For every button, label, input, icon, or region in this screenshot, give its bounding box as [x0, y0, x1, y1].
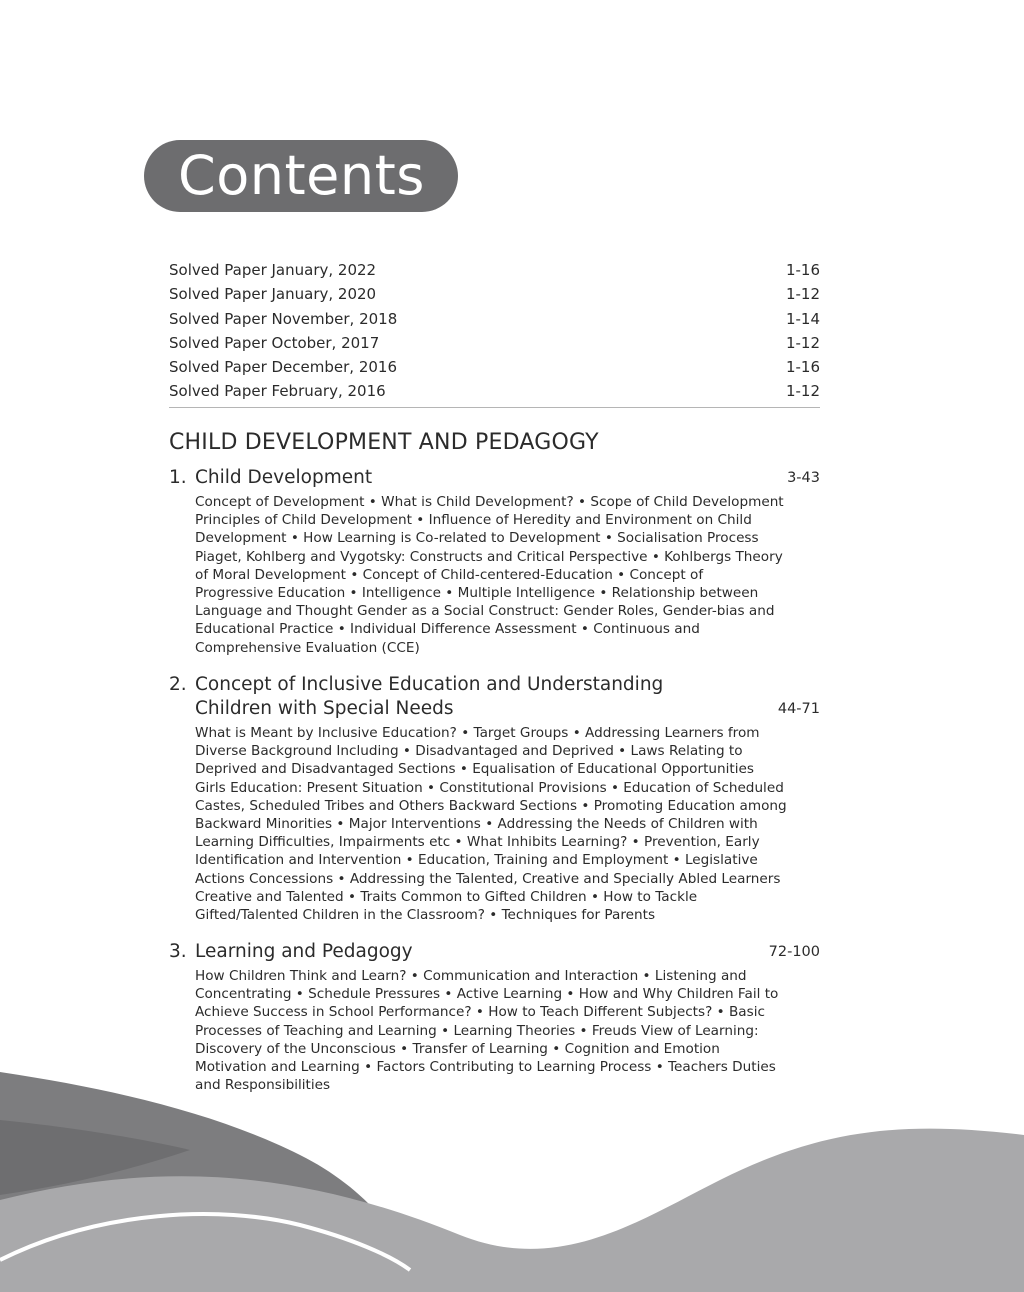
topic-line: Educational Practice • Individual Difference Assessment • Continuous and — [195, 621, 700, 638]
chapter-title-line: Children with Special Needs — [195, 698, 454, 719]
topic-line: Actions Concessions • Addressing the Talented, Creative and Specially Abled Learners — [195, 870, 781, 887]
topic-line: Creative and Talented • Traits Common to Gifted Children • How to Tackle — [195, 888, 698, 905]
chapter-pages: 44-71 — [777, 701, 820, 717]
chapter-title-line: Concept of Inclusive Education and Understanding — [195, 674, 664, 695]
paper-pages: 1-12 — [785, 382, 820, 401]
chapter-number: 3. — [169, 941, 187, 962]
chapter-pages: 3-43 — [787, 470, 820, 486]
topic-line: Learning Difficulties, Impairments etc • What Inhibits Learning? • Prevention, Early — [195, 834, 760, 851]
list-item[interactable] — [169, 282, 820, 306]
topic-line: of Moral Development • Concept of Child-centered-Education • Concept of — [195, 566, 704, 583]
topic-line: Achieve Success in School Performance? • How to Teach Different Subjects? • Basic — [195, 1004, 765, 1021]
paper-title: Solved Paper February, 2016 — [169, 382, 386, 401]
list-item[interactable] — [169, 379, 820, 403]
section-heading: CHILD DEVELOPMENT AND PEDAGOGY — [169, 430, 599, 455]
topic-line: Processes of Teaching and Learning • Learning Theories • Freuds View of Learning: — [195, 1022, 759, 1039]
chapter-title-line: Child Development — [195, 467, 373, 488]
topic-line: What is Meant by Inclusive Education? • Target Groups • Addressing Learners from — [195, 725, 760, 741]
paper-pages: 1-16 — [785, 358, 820, 377]
topic-line: Deprived and Disadvantaged Sections • Equalisation of Educational Opportunities — [195, 761, 754, 778]
decorative-wave — [0, 1060, 1024, 1292]
topic-line: Piaget, Kohlberg and Vygotsky: Constructs and Critical Perspective • Kohlbergs Theory — [195, 548, 783, 565]
topic-line: Identification and Intervention • Education, Training and Employment • Legislative — [195, 852, 758, 869]
topic-line: How Children Think and Learn? • Communication and Interaction • Listening and — [195, 968, 747, 984]
paper-title: Solved Paper November, 2018 — [169, 309, 398, 328]
paper-title: Solved Paper December, 2016 — [169, 358, 398, 377]
chapter-topics — [195, 724, 787, 924]
topic-line: Principles of Child Development • Influence of Heredity and Environment on Child — [195, 512, 752, 529]
topic-line: Language and Thought Gender as a Social Construct: Gender Roles, Gender-bias and — [195, 603, 775, 620]
topic-line: Development • How Learning is Co-related to Development • Socialisation Process — [195, 530, 759, 547]
paper-pages: 1-12 — [785, 333, 820, 352]
topic-line: and Responsibilities — [195, 1077, 331, 1094]
topic-line: Backward Minorities • Major Interventions • Addressing the Needs of Children with — [195, 816, 758, 833]
list-item[interactable] — [169, 355, 820, 379]
contents-title: Contents — [144, 140, 458, 212]
chapter-number: 1. — [169, 467, 187, 488]
chapter-topics — [195, 493, 784, 657]
list-item[interactable] — [169, 331, 820, 355]
list-item[interactable] — [169, 307, 820, 331]
chapter-title[interactable] — [169, 466, 372, 490]
paper-title: Solved Paper January, 2022 — [169, 261, 377, 279]
topic-line: Concentrating • Schedule Pressures • Active Learning • How and Why Children Fail to — [195, 986, 779, 1003]
paper-title: Solved Paper October, 2017 — [169, 333, 380, 352]
topic-line: Concept of Development • What is Child Development? • Scope of Child Development — [195, 494, 784, 510]
solved-papers-list — [169, 258, 820, 408]
chapter-1 — [169, 466, 820, 657]
topic-line: Progressive Education • Intelligence • Multiple Intelligence • Relationship between — [195, 585, 759, 602]
paper-pages: 1-12 — [785, 285, 820, 304]
chapter-title[interactable] — [169, 940, 413, 964]
topic-line: Diverse Background Including • Disadvantaged and Deprived • Laws Relating to — [195, 743, 743, 760]
chapter-title-line: Learning and Pedagogy — [195, 941, 413, 962]
topic-line: Discovery of the Unconscious • Transfer of Learning • Cognition and Emotion — [195, 1040, 720, 1057]
topic-line: Gifted/Talented Children in the Classroom? • Techniques for Parents — [195, 907, 656, 924]
paper-title: Solved Paper January, 2020 — [169, 285, 377, 304]
chapter-title[interactable] — [169, 673, 663, 721]
topic-line: Comprehensive Evaluation (CCE) — [195, 639, 420, 656]
topic-line: Girls Education: Present Situation • Constitutional Provisions • Education of Scheduled — [195, 779, 784, 796]
topic-line: Castes, Scheduled Tribes and Others Backward Sections • Promoting Education among — [195, 797, 787, 814]
chapter-2 — [169, 673, 820, 924]
paper-pages: 1-14 — [785, 309, 820, 328]
chapter-number: 2. — [169, 674, 187, 695]
paper-pages: 1-16 — [785, 261, 820, 279]
chapter-pages: 72-100 — [768, 944, 820, 960]
list-item[interactable] — [169, 258, 820, 282]
topic-line: Motivation and Learning • Factors Contributing to Learning Process • Teachers Duties — [195, 1059, 776, 1076]
